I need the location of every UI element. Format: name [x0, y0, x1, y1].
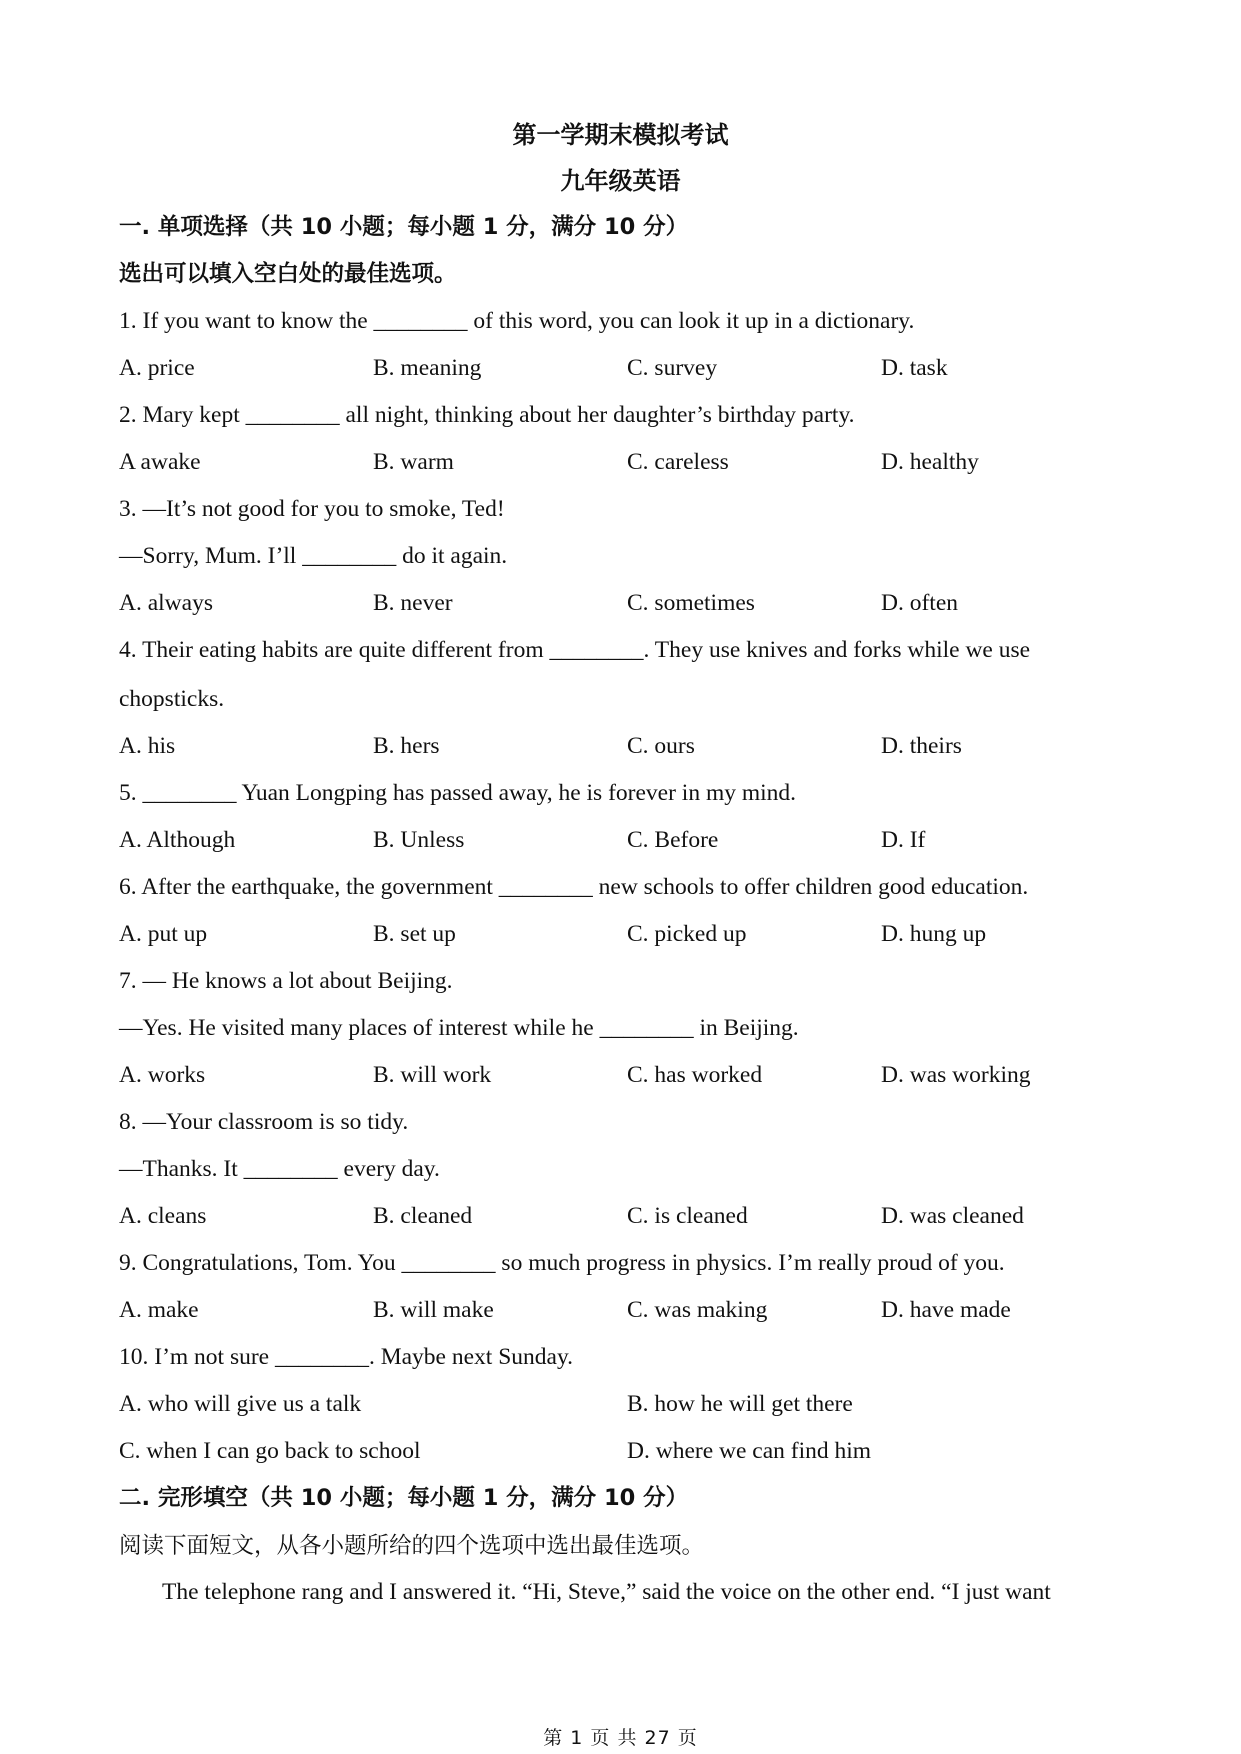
q9-option-d: D. have made	[881, 1297, 1011, 1323]
q2-option-a: A awake	[119, 449, 201, 475]
q4-option-b: B. hers	[373, 733, 440, 759]
q4-option-a: A. his	[119, 733, 176, 759]
q9-option-a: A. make	[119, 1297, 199, 1323]
q3-option-b: B. never	[373, 590, 453, 616]
q2-option-d: D. healthy	[881, 449, 979, 475]
question-7-text: 7. — He knows a lot about Beijing.	[119, 968, 453, 994]
q6-option-b: B. set up	[373, 921, 456, 947]
q7-option-c: C. has worked	[627, 1062, 763, 1088]
exam-title: 第一学期末模拟考试	[512, 121, 729, 149]
q2-option-c: C. careless	[627, 449, 729, 475]
q4-option-d: D. theirs	[881, 733, 962, 759]
section2-instruction: 阅读下面短文，从各小题所给的四个选项中选出最佳选项。	[119, 1533, 705, 1559]
page-number: 第 1 页 共 27 页	[543, 1727, 698, 1749]
q4-option-c: C. ours	[627, 733, 695, 759]
q5-option-c: C. Before	[627, 827, 719, 853]
question-4-text: 4. Their eating habits are quite different from ________. They use knives and forks while we use	[119, 637, 1031, 663]
question-9-text: 9. Congratulations, Tom. You ________ so much progress in physics. I’m really proud of you.	[119, 1250, 1005, 1276]
q1-option-b: B. meaning	[373, 355, 482, 381]
q5-option-b: B. Unless	[373, 827, 465, 853]
section1-heading: 一. 单项选择（共 10 小题；每小题 1 分，满分 10 分）	[119, 214, 689, 240]
question-8-text: 8. —Your classroom is so tidy.	[119, 1109, 409, 1135]
section2-heading: 二. 完形填空（共 10 小题；每小题 1 分，满分 10 分）	[119, 1485, 689, 1511]
q9-option-c: C. was making	[627, 1297, 768, 1323]
q10-option-c: C. when I can go back to school	[119, 1438, 421, 1464]
question-3-reply: —Sorry, Mum. I’ll ________ do it again.	[119, 543, 508, 569]
q5-option-d: D. If	[881, 827, 926, 853]
q3-option-c: C. sometimes	[627, 590, 755, 616]
q8-option-a: A. cleans	[119, 1203, 207, 1229]
q6-option-c: C. picked up	[627, 921, 747, 947]
question-5-text: 5. ________ Yuan Longping has passed away, he is forever in my mind.	[119, 780, 797, 806]
q8-option-b: B. cleaned	[373, 1203, 473, 1229]
question-10-text: 10. I’m not sure ________. Maybe next Sunday.	[119, 1344, 574, 1370]
question-4-text-cont: chopsticks.	[119, 686, 225, 712]
section1-instruction: 选出可以填入空白处的最佳选项。	[119, 261, 457, 287]
q6-option-d: D. hung up	[881, 921, 987, 947]
q1-option-d: D. task	[881, 355, 948, 381]
q7-option-d: D. was working	[881, 1062, 1031, 1088]
q7-option-a: A. works	[119, 1062, 206, 1088]
question-3-text: 3. —It’s not good for you to smoke, Ted!	[119, 496, 505, 522]
question-2-text: 2. Mary kept ________ all night, thinking about her daughter’s birthday party.	[119, 402, 855, 428]
q10-option-b: B. how he will get there	[627, 1391, 853, 1417]
question-6-text: 6. After the earthquake, the government ________ new schools to offer children good education.	[119, 874, 1029, 900]
question-1-text: 1. If you want to know the ________ of this word, you can look it up in a dictionary.	[119, 308, 915, 334]
q3-option-a: A. always	[119, 590, 213, 616]
q8-option-d: D. was cleaned	[881, 1203, 1024, 1229]
q9-option-b: B. will make	[373, 1297, 494, 1323]
q6-option-a: A. put up	[119, 921, 208, 947]
q2-option-b: B. warm	[373, 449, 454, 475]
question-7-reply: —Yes. He visited many places of interest while he ________ in Beijing.	[119, 1015, 799, 1041]
q3-option-d: D. often	[881, 590, 959, 616]
q10-option-a: A. who will give us a talk	[119, 1391, 362, 1417]
q1-option-a: A. price	[119, 355, 195, 381]
q8-option-c: C. is cleaned	[627, 1203, 748, 1229]
q10-option-d: D. where we can find him	[627, 1438, 872, 1464]
q5-option-a: A. Although	[119, 827, 236, 853]
q7-option-b: B. will work	[373, 1062, 492, 1088]
question-8-reply: —Thanks. It ________ every day.	[119, 1156, 440, 1182]
passage-first-line: The telephone rang and I answered it. “Hi, Steve,” said the voice on the other end. “I just want	[162, 1579, 1051, 1605]
exam-subtitle: 九年级英语	[560, 167, 681, 195]
q1-option-c: C. survey	[627, 355, 718, 381]
